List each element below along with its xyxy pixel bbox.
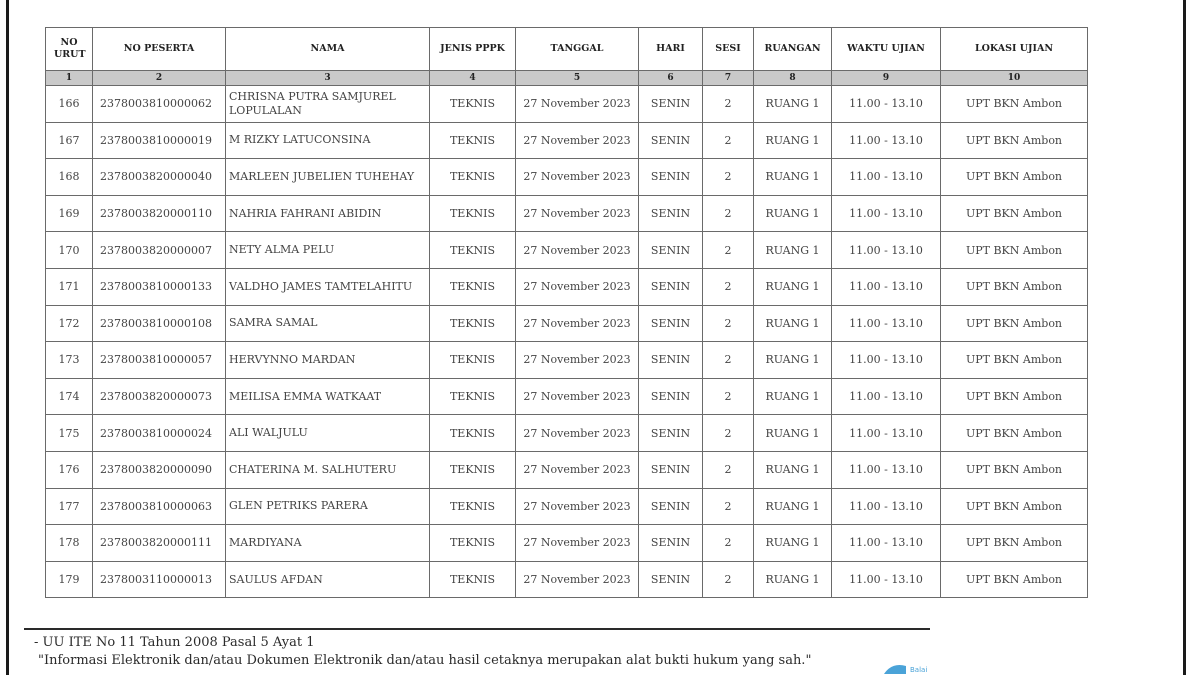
table-row (46, 232, 1088, 269)
cell-lokasi-ujian: UPT BKN Ambon (941, 342, 1088, 379)
table-row (46, 488, 1088, 525)
cell-jenis-pppk: TEKNIS (430, 561, 516, 598)
cell-jenis-pppk: TEKNIS (430, 195, 516, 232)
cell-ruangan: RUANG 1 (754, 195, 832, 232)
cell-no-peserta: 2378003810000024 (93, 415, 226, 452)
cell-jenis-pppk: TEKNIS (430, 86, 516, 123)
cell-ruangan: RUANG 1 (754, 122, 832, 159)
cell-ruangan: RUANG 1 (754, 378, 832, 415)
cell-lokasi-ujian: UPT BKN Ambon (941, 122, 1088, 159)
table-row (46, 342, 1088, 379)
cell-nama: MARDIYANA (226, 525, 430, 562)
cell-nama: NAHRIA FAHRANI ABIDIN (226, 195, 430, 232)
law-quote: "Informasi Elektronik dan/atau Dokumen Elektronik dan/atau hasil cetaknya merupakan alat bukti hukum yang sah." (38, 653, 812, 668)
cell-waktu-ujian: 11.00 - 13.10 (832, 305, 941, 342)
cell-no-peserta: 2378003810000063 (93, 488, 226, 525)
cell-hari: SENIN (639, 451, 703, 488)
participant-table (45, 27, 1088, 598)
cell-tanggal: 27 November 2023 (516, 159, 639, 196)
cell-no-peserta: 2378003810000133 (93, 268, 226, 305)
cell-no-peserta: 2378003810000019 (93, 122, 226, 159)
column-number: 7 (703, 71, 754, 86)
column-number: 2 (93, 71, 226, 86)
cell-ruangan: RUANG 1 (754, 451, 832, 488)
cell-no-peserta: 2378003820000040 (93, 159, 226, 196)
cell-jenis-pppk: TEKNIS (430, 122, 516, 159)
cell-jenis-pppk: TEKNIS (430, 268, 516, 305)
cell-waktu-ujian: 11.00 - 13.10 (832, 159, 941, 196)
cell-nama: MARLEEN JUBELIEN TUHEHAY (226, 159, 430, 196)
table-row (46, 305, 1088, 342)
cell-jenis-pppk: TEKNIS (430, 488, 516, 525)
header-sesi: SESI (703, 28, 754, 71)
column-number: 10 (941, 71, 1088, 86)
column-number: 1 (46, 71, 93, 86)
cell-no-urut: 174 (46, 378, 93, 415)
header-jenis-pppk: JENIS PPPK (430, 28, 516, 71)
cell-no-urut: 167 (46, 122, 93, 159)
cell-sesi: 2 (703, 305, 754, 342)
cell-no-peserta: 2378003810000062 (93, 86, 226, 123)
cell-lokasi-ujian: UPT BKN Ambon (941, 451, 1088, 488)
cell-no-urut: 169 (46, 195, 93, 232)
cell-lokasi-ujian: UPT BKN Ambon (941, 525, 1088, 562)
cell-sesi: 2 (703, 451, 754, 488)
cell-hari: SENIN (639, 378, 703, 415)
cell-tanggal: 27 November 2023 (516, 195, 639, 232)
cell-tanggal: 27 November 2023 (516, 305, 639, 342)
cell-sesi: 2 (703, 415, 754, 452)
cell-nama: SAMRA SAMAL (226, 305, 430, 342)
cell-tanggal: 27 November 2023 (516, 415, 639, 452)
cell-jenis-pppk: TEKNIS (430, 451, 516, 488)
cell-no-peserta: 2378003820000007 (93, 232, 226, 269)
cell-waktu-ujian: 11.00 - 13.10 (832, 488, 941, 525)
cell-no-urut: 178 (46, 525, 93, 562)
cell-hari: SENIN (639, 525, 703, 562)
cell-no-urut: 176 (46, 451, 93, 488)
cell-sesi: 2 (703, 342, 754, 379)
cell-tanggal: 27 November 2023 (516, 488, 639, 525)
cell-tanggal: 27 November 2023 (516, 268, 639, 305)
header-hari: HARI (639, 28, 703, 71)
cell-nama: ALI WALJULU (226, 415, 430, 452)
table-row (46, 525, 1088, 562)
cell-jenis-pppk: TEKNIS (430, 232, 516, 269)
cell-no-peserta: 2378003820000073 (93, 378, 226, 415)
cell-hari: SENIN (639, 122, 703, 159)
cell-nama: VALDHO JAMES TAMTELAHITU (226, 268, 430, 305)
cell-tanggal: 27 November 2023 (516, 561, 639, 598)
table-row (46, 378, 1088, 415)
cell-no-urut: 166 (46, 86, 93, 123)
column-number-row (46, 71, 1088, 86)
cell-waktu-ujian: 11.00 - 13.10 (832, 378, 941, 415)
cell-no-peserta: 2378003820000110 (93, 195, 226, 232)
cell-no-urut: 177 (46, 488, 93, 525)
cell-sesi: 2 (703, 86, 754, 123)
cell-sesi: 2 (703, 159, 754, 196)
cell-no-peserta: 2378003820000111 (93, 525, 226, 562)
page-left-border (6, 0, 9, 675)
cell-no-peserta: 2378003810000057 (93, 342, 226, 379)
cell-jenis-pppk: TEKNIS (430, 305, 516, 342)
cell-no-urut: 171 (46, 268, 93, 305)
table-row (46, 561, 1088, 598)
cell-sesi: 2 (703, 122, 754, 159)
cell-lokasi-ujian: UPT BKN Ambon (941, 195, 1088, 232)
cell-lokasi-ujian: UPT BKN Ambon (941, 232, 1088, 269)
table-row (46, 122, 1088, 159)
cell-lokasi-ujian: UPT BKN Ambon (941, 378, 1088, 415)
table-row (46, 195, 1088, 232)
cell-hari: SENIN (639, 415, 703, 452)
cell-jenis-pppk: TEKNIS (430, 159, 516, 196)
column-number: 3 (226, 71, 430, 86)
cell-sesi: 2 (703, 488, 754, 525)
cell-no-peserta: 2378003810000108 (93, 305, 226, 342)
header-lokasi-ujian: LOKASI UJIAN (941, 28, 1088, 71)
cell-hari: SENIN (639, 159, 703, 196)
logo-text: Balai (910, 666, 928, 674)
cell-lokasi-ujian: UPT BKN Ambon (941, 488, 1088, 525)
table-row (46, 159, 1088, 196)
cell-waktu-ujian: 11.00 - 13.10 (832, 561, 941, 598)
cell-no-urut: 168 (46, 159, 93, 196)
cell-hari: SENIN (639, 268, 703, 305)
cell-sesi: 2 (703, 232, 754, 269)
column-number: 6 (639, 71, 703, 86)
law-reference: - UU ITE No 11 Tahun 2008 Pasal 5 Ayat 1 (34, 635, 315, 650)
cell-sesi: 2 (703, 561, 754, 598)
cell-waktu-ujian: 11.00 - 13.10 (832, 268, 941, 305)
cell-hari: SENIN (639, 232, 703, 269)
table-row (46, 415, 1088, 452)
cell-no-urut: 170 (46, 232, 93, 269)
header-ruangan: RUANGAN (754, 28, 832, 71)
cell-no-peserta: 2378003820000090 (93, 451, 226, 488)
header-tanggal: TANGGAL (516, 28, 639, 71)
cell-ruangan: RUANG 1 (754, 415, 832, 452)
header-waktu-ujian: WAKTU UJIAN (832, 28, 941, 71)
cell-ruangan: RUANG 1 (754, 232, 832, 269)
column-number: 5 (516, 71, 639, 86)
column-number: 8 (754, 71, 832, 86)
column-number: 9 (832, 71, 941, 86)
cell-ruangan: RUANG 1 (754, 268, 832, 305)
cell-tanggal: 27 November 2023 (516, 342, 639, 379)
cell-ruangan: RUANG 1 (754, 488, 832, 525)
cell-waktu-ujian: 11.00 - 13.10 (832, 342, 941, 379)
table-header-row (46, 28, 1088, 71)
table-row (46, 86, 1088, 123)
cell-hari: SENIN (639, 86, 703, 123)
cell-tanggal: 27 November 2023 (516, 451, 639, 488)
header-no-peserta: NO PESERTA (93, 28, 226, 71)
cell-no-urut: 173 (46, 342, 93, 379)
cell-lokasi-ujian: UPT BKN Ambon (941, 86, 1088, 123)
cell-nama: M RIZKY LATUCONSINA (226, 122, 430, 159)
cell-no-peserta: 2378003110000013 (93, 561, 226, 598)
cell-sesi: 2 (703, 525, 754, 562)
cell-lokasi-ujian: UPT BKN Ambon (941, 415, 1088, 452)
cell-waktu-ujian: 11.00 - 13.10 (832, 451, 941, 488)
cell-ruangan: RUANG 1 (754, 561, 832, 598)
cell-tanggal: 27 November 2023 (516, 378, 639, 415)
cell-lokasi-ujian: UPT BKN Ambon (941, 159, 1088, 196)
cell-sesi: 2 (703, 268, 754, 305)
cell-no-urut: 175 (46, 415, 93, 452)
cell-waktu-ujian: 11.00 - 13.10 (832, 122, 941, 159)
cell-ruangan: RUANG 1 (754, 342, 832, 379)
cell-ruangan: RUANG 1 (754, 525, 832, 562)
cell-no-urut: 172 (46, 305, 93, 342)
cell-hari: SENIN (639, 488, 703, 525)
cell-tanggal: 27 November 2023 (516, 86, 639, 123)
cell-nama: GLEN PETRIKS PARERA (226, 488, 430, 525)
cell-waktu-ujian: 11.00 - 13.10 (832, 195, 941, 232)
cell-ruangan: RUANG 1 (754, 305, 832, 342)
header-no-urut: NO URUT (46, 28, 93, 71)
table-body (46, 86, 1088, 598)
cell-waktu-ujian: 11.00 - 13.10 (832, 525, 941, 562)
cell-hari: SENIN (639, 195, 703, 232)
cell-hari: SENIN (639, 305, 703, 342)
cell-hari: SENIN (639, 561, 703, 598)
cell-nama: NETY ALMA PELU (226, 232, 430, 269)
cell-waktu-ujian: 11.00 - 13.10 (832, 415, 941, 452)
table-row (46, 451, 1088, 488)
cell-waktu-ujian: 11.00 - 13.10 (832, 232, 941, 269)
footer-divider (24, 628, 930, 630)
cell-nama: SAULUS AFDAN (226, 561, 430, 598)
cell-lokasi-ujian: UPT BKN Ambon (941, 268, 1088, 305)
cell-lokasi-ujian: UPT BKN Ambon (941, 561, 1088, 598)
cell-hari: SENIN (639, 342, 703, 379)
cell-lokasi-ujian: UPT BKN Ambon (941, 305, 1088, 342)
cell-jenis-pppk: TEKNIS (430, 342, 516, 379)
cell-ruangan: RUANG 1 (754, 86, 832, 123)
page-right-border (1183, 0, 1186, 675)
cell-nama: CHATERINA M. SALHUTERU (226, 451, 430, 488)
cell-sesi: 2 (703, 378, 754, 415)
cell-jenis-pppk: TEKNIS (430, 525, 516, 562)
cell-jenis-pppk: TEKNIS (430, 378, 516, 415)
cell-ruangan: RUANG 1 (754, 159, 832, 196)
cell-tanggal: 27 November 2023 (516, 232, 639, 269)
cell-tanggal: 27 November 2023 (516, 525, 639, 562)
cell-tanggal: 27 November 2023 (516, 122, 639, 159)
cell-nama: MEILISA EMMA WATKAAT (226, 378, 430, 415)
cell-jenis-pppk: TEKNIS (430, 415, 516, 452)
column-number: 4 (430, 71, 516, 86)
cell-waktu-ujian: 11.00 - 13.10 (832, 86, 941, 123)
cell-no-urut: 179 (46, 561, 93, 598)
cell-sesi: 2 (703, 195, 754, 232)
cell-nama: HERVYNNO MARDAN (226, 342, 430, 379)
bsre-logo (882, 660, 942, 679)
header-nama: NAMA (226, 28, 430, 71)
table-row (46, 268, 1088, 305)
cell-nama: CHRISNA PUTRA SAMJUREL LOPULALAN (226, 86, 430, 123)
bsre-logo-icon (882, 660, 942, 675)
